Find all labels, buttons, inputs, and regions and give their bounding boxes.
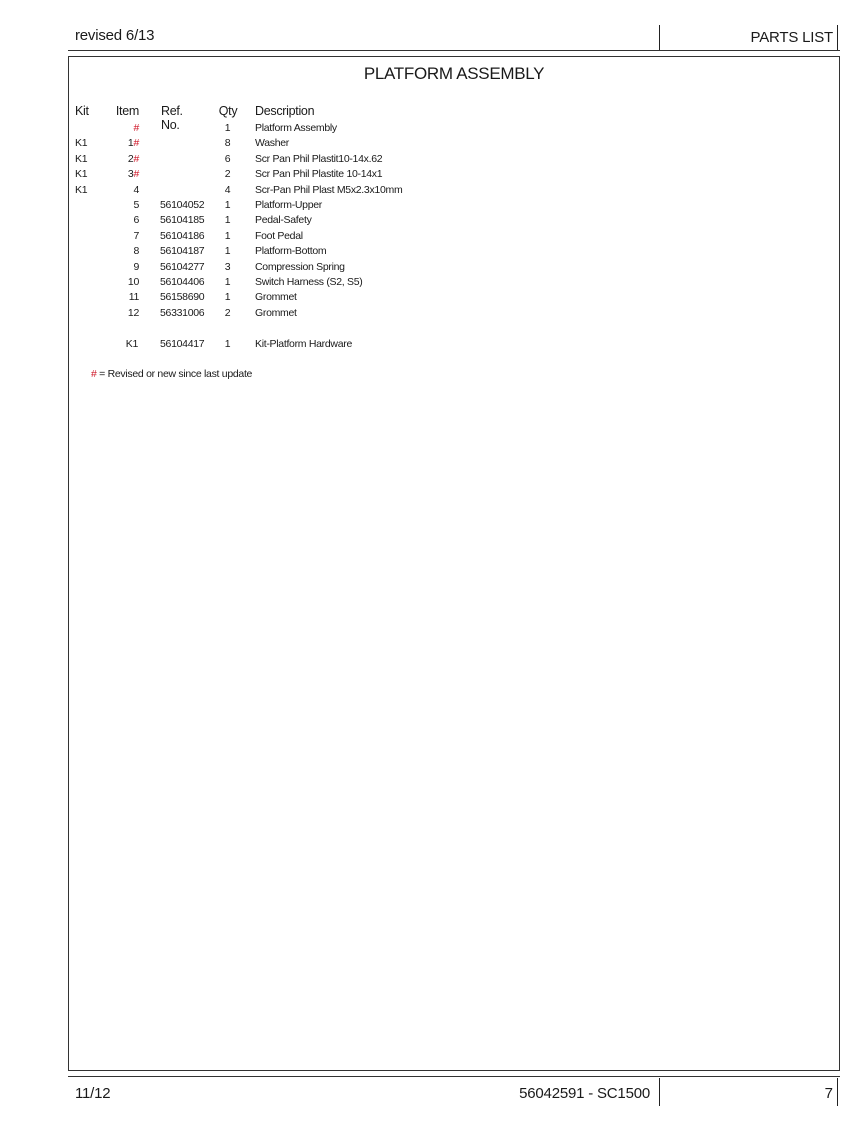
cell-qty: 2 <box>224 168 231 181</box>
cell-description: Scr Pan Phil Plastit10-14x.62 <box>255 152 383 165</box>
cell-description: Platform-Upper <box>255 199 322 211</box>
cell-kit: K1 <box>75 168 88 181</box>
cell-qty: 1 <box>224 245 231 258</box>
cell-ref-no: 56104406 <box>160 276 205 288</box>
cell-description: Scr Pan Phil Plastite 10-14x1 <box>255 168 383 181</box>
cell-description: Kit-Platform Hardware <box>255 337 352 350</box>
cell-item <box>75 337 138 352</box>
cell-description: Platform Assembly <box>255 122 337 134</box>
revision-mark: # <box>133 168 139 181</box>
revision-mark: # <box>133 152 139 165</box>
cell-description: Grommet <box>255 306 297 319</box>
col-ref-header: Ref. No. <box>161 104 183 132</box>
footer-divider <box>659 1078 660 1106</box>
cell-item-number: 5 <box>133 199 139 211</box>
cell-ref-no: 56104277 <box>160 260 205 273</box>
cell-kit: K1 <box>75 152 88 165</box>
cell-qty: 1 <box>224 337 231 350</box>
header-divider <box>659 25 660 50</box>
cell-item <box>75 290 139 305</box>
cell-item <box>75 167 139 182</box>
cell-ref-no: 56158690 <box>160 291 205 304</box>
cell-qty: 3 <box>224 260 231 273</box>
cell-qty: 6 <box>224 152 231 165</box>
cell-item-number: K1 <box>125 337 138 350</box>
cell-ref-no: 56104187 <box>160 245 205 258</box>
revision-date: revised 6/13 <box>75 27 155 44</box>
cell-item-number: 7 <box>133 229 139 242</box>
cell-description: Washer <box>255 137 289 150</box>
cell-description: Platform-Bottom <box>255 245 327 258</box>
cell-description: Scr-Pan Phil Plast M5x2.3x10mm <box>255 183 403 196</box>
footer-rule <box>68 1076 840 1077</box>
cell-qty: 1 <box>224 291 231 304</box>
cell-kit: K1 <box>75 183 88 196</box>
cell-item <box>75 275 139 290</box>
cell-item-number: 6 <box>133 214 139 227</box>
cell-qty: 1 <box>224 276 231 288</box>
cell-ref-no: 56104417 <box>160 337 205 350</box>
cell-item-number: 8 <box>133 245 139 258</box>
cell-item <box>75 229 139 244</box>
cell-item-number: 12 <box>127 306 139 319</box>
cell-item <box>75 198 139 213</box>
cell-item <box>75 152 139 167</box>
cell-description: Grommet <box>255 291 297 304</box>
header-divider-right <box>837 25 838 50</box>
col-desc-header: Description <box>255 104 315 118</box>
legend-text: = Revised or new since last update <box>96 368 253 380</box>
cell-item-number: 3 <box>127 168 134 181</box>
revision-mark: # <box>133 122 139 134</box>
cell-item-number: 4 <box>133 183 139 196</box>
page-title: PLATFORM ASSEMBLY <box>363 64 545 83</box>
cell-item <box>75 183 139 198</box>
cell-ref-no: 56331006 <box>160 306 205 319</box>
cell-item <box>75 306 139 321</box>
document-number: 56042591 - SC1500 <box>519 1085 650 1102</box>
cell-ref-no: 56104186 <box>160 229 205 242</box>
cell-item <box>75 244 139 259</box>
cell-qty: 1 <box>224 214 231 227</box>
cell-item <box>75 260 139 275</box>
section-title: PARTS LIST <box>750 29 833 46</box>
col-kit-header: Kit <box>75 104 89 118</box>
cell-description: Pedal-Safety <box>255 214 312 227</box>
cell-ref-no: 56104052 <box>160 199 205 211</box>
cell-item <box>75 121 139 136</box>
col-item-header: Item <box>115 104 139 118</box>
cell-item <box>75 213 139 228</box>
footer-divider-right <box>837 1078 838 1106</box>
footer-date: 11/12 <box>75 1085 111 1102</box>
cell-description: Switch Harness (S2, S5) <box>255 276 363 288</box>
col-qty-header: Qty <box>218 104 238 118</box>
cell-qty: 1 <box>224 199 231 211</box>
cell-kit: K1 <box>75 137 88 150</box>
cell-qty: 4 <box>224 183 231 196</box>
cell-item-number: 11 <box>128 291 139 304</box>
cell-ref-no: 56104185 <box>160 214 205 227</box>
cell-item-number: 10 <box>127 276 139 288</box>
cell-item-number: 1 <box>127 137 134 150</box>
cell-item <box>75 136 139 151</box>
cell-description: Compression Spring <box>255 260 345 273</box>
revision-mark: # <box>91 368 97 380</box>
cell-qty: 1 <box>224 122 231 134</box>
header-rule <box>68 50 840 51</box>
cell-description: Foot Pedal <box>255 229 303 242</box>
cell-qty: 8 <box>224 137 231 150</box>
page-number: 7 <box>824 1085 833 1102</box>
cell-item-number: 9 <box>133 260 139 273</box>
revision-mark: # <box>133 137 139 150</box>
legend <box>91 368 252 380</box>
cell-qty: 1 <box>224 229 231 242</box>
cell-item-number: 2 <box>127 152 134 165</box>
cell-qty: 2 <box>224 306 231 319</box>
